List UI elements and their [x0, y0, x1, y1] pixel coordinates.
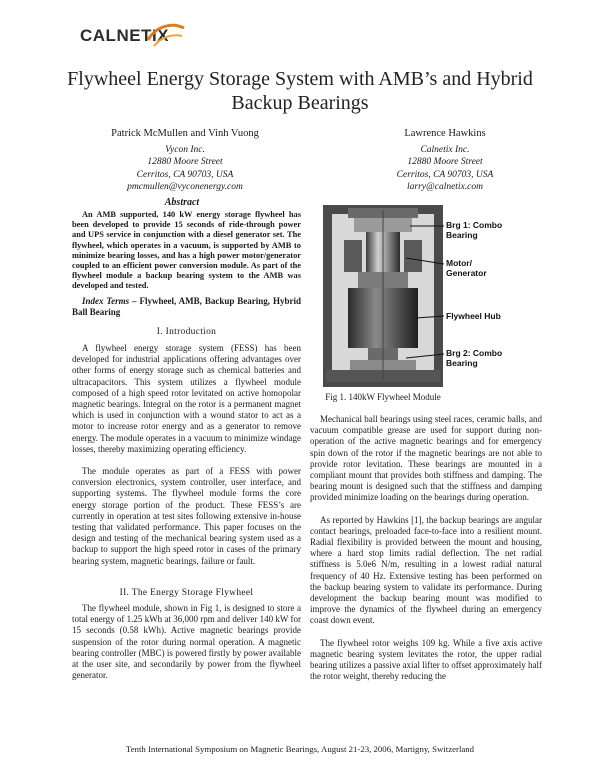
paragraph: A flywheel energy storage system (FESS) has been developed for industrial applications offering advantages over other forms of energy storage such as chemical batteries and ultracapacitors. This system utilizes a flywheel module composed of a high speed rotor levitated on active homopolar magnetic bearings. Integral on the rotor is a permanent magnet which is used in conjunction with a wound stator to act as a motor to increase rotor energy and as a generator to remove energy. The module operates in a vacuum to minimize windage losses, thereby maximizing operating efficiency. — [72, 343, 301, 454]
author-block-2 — [330, 128, 560, 194]
author-city: Cerritos, CA 90703, USA — [136, 169, 234, 180]
figure-label-brg2: Brg 2: Combo Bearing — [446, 348, 503, 368]
paragraph: As reported by Hawkins [1], the backup bearings are angular contact bearings, preloaded face-to-face into a resilient mount. Radial flexibility is provided between the mount and housing, where a hard stop limits radial deflection. The net radial stiffness is 5.0e6 N/m, resulting in a lowest radial natural frequency of 40 Hz. Extensive testing has been performed on the backup bearing system to validate its performance. During development the backup bearing mount was modified to improve the dynamics of the flywheel during an emergency coast down event. — [310, 514, 542, 626]
author-street: 12880 Moore Street — [407, 157, 483, 167]
section-introduction-body — [72, 343, 301, 567]
author-email: larry@calnetix.com — [406, 182, 483, 192]
author-street: 12880 Moore Street — [147, 157, 223, 167]
right-column-body — [310, 414, 542, 682]
author-block-1 — [70, 128, 300, 194]
figure-label-motor-generator: Motor/ Generator — [446, 258, 487, 278]
paragraph: The flywheel rotor weighs 109 kg. While a five axis active magnetic bearing system levitates the rotor, the upper radial bearing utilizes a passive axial lifter to offset approximately half the rotor weight, thereby reducing the — [310, 637, 543, 682]
page-footer: Tenth International Symposium on Magnetic Bearings, August 21-23, 2006, Martigny, Switzerland — [125, 744, 475, 754]
paragraph: The flywheel module, shown in Fig 1, is designed to store a total energy of 1.25 kWh at 36,000 rpm and deliver 140 kW for 15 seconds (0.58 kWh). Active magnetic bearings provide suspension of the rotor during normal operation. A magnetic bearing controller (MBC) is powered firstly by power available at the user site, and secondarily by power from the flywheel generator. — [72, 603, 301, 681]
logo-swoosh-icon — [146, 22, 186, 48]
paper-title: Flywheel Energy Storage System with AMB’s and Hybrid Backup Bearings — [67, 68, 533, 114]
figure-caption: Fig 1. 140kW Flywheel Module — [325, 392, 441, 402]
abstract-heading: Abstract — [164, 197, 200, 208]
logo-text: CALNETIX — [80, 26, 169, 45]
figure-1 — [318, 200, 568, 390]
author-org: Calnetix Inc. — [420, 144, 470, 155]
figure-label-flywheel-hub: Flywheel Hub — [446, 311, 501, 321]
author-name: Patrick McMullen and Vinh Vuong — [111, 128, 259, 139]
index-terms-label: Index Terms — [82, 296, 130, 306]
section-flywheel-body — [72, 603, 301, 681]
author-org: Vycon Inc. — [165, 144, 205, 155]
author-city: Cerritos, CA 90703, USA — [396, 169, 494, 180]
author-name: Lawrence Hawkins — [404, 128, 486, 139]
calnetix-logo — [80, 22, 188, 48]
abstract-text: An AMB supported, 140 kW energy storage flywheel has been developed to provide 15 seconds of ride-through power and UPS service in conjunction with a diesel generator set. The flywheel, which operates in a vacuum, is supported by AMB to minimize bearing losses, and has a high power motor/generator coupled to an efficient power conversion module. As part of the flywheel module a backup bearing system to the AMB was developed and tested. — [72, 210, 301, 291]
section-heading-introduction: I. Introduction — [156, 327, 217, 337]
section-heading-energy-storage-flywheel: II. The Energy Storage Flywheel — [119, 588, 254, 598]
index-terms-text: – Flywheel, AMB, Backup Bearing, Hybrid Ball Bearing — [72, 296, 301, 317]
author-email: pmcmullen@vyconenergy.com — [127, 182, 243, 192]
paragraph: Mechanical ball bearings using steel races, ceramic balls, and vacuum compatible grease are used for support during non-operation of the active magnetic bearings and for emergency spin down of the rotor if the magnetic bearings are not able to provide rotor levitation. These bearings are mounted in a compliant mount that provides both stiffness and damping. The bearing mount is designed such that the stiffness and damping provided minimize loading on the bearings during operation. — [310, 414, 542, 503]
figure-label-brg1: Brg 1: Combo Bearing — [446, 220, 503, 240]
index-terms — [72, 296, 301, 318]
paragraph: The module operates as part of a FESS with power conversion electronics, system controller, user interface, and supporting systems. The flywheel module forms the core energy storage portion of the product. These FESS’s are currently in operation at test sites following extensive in-house testing that validated performance. This paper focuses on the design and testing of the mechanical bearing system used as a backup to support the high speed rotor in cases of the primary bearing system, magnetic bearings, failure or fault. — [72, 466, 301, 566]
